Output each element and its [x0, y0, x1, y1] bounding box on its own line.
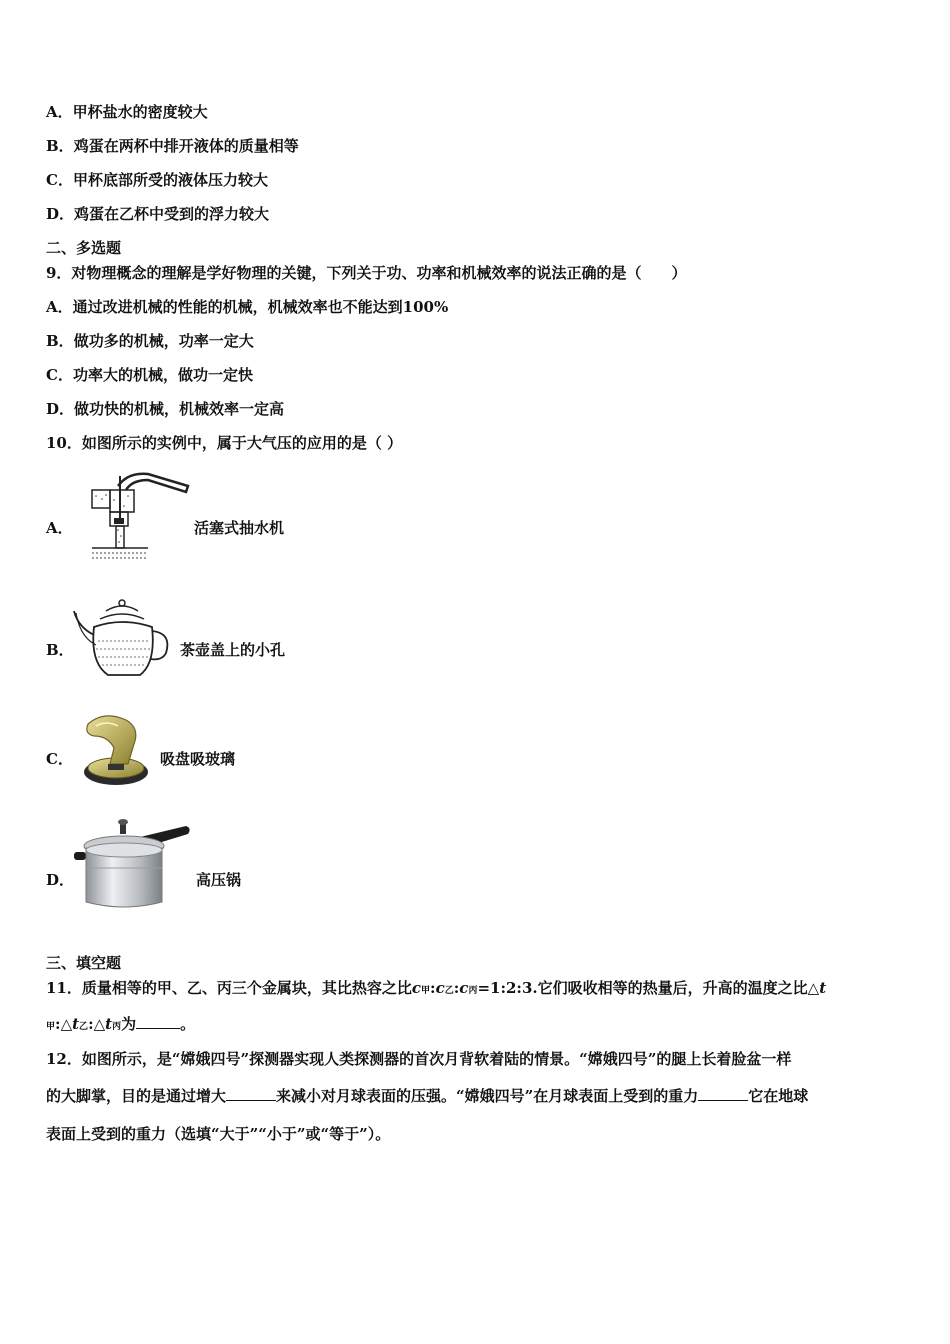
delta-symbol: △	[60, 1015, 73, 1033]
q12-text-c: 它在地球	[748, 1087, 809, 1105]
q8-option-b	[46, 136, 299, 156]
q11-line1	[46, 978, 826, 1001]
colon: :	[430, 979, 436, 997]
option-text: 鸡蛋在乙杯中受到的浮力较大	[74, 205, 270, 223]
q11-suffix: 它们吸收相等的热量后，升高的温度之比△	[537, 979, 820, 997]
q12-line3: 表面上受到的重力（选填“大于”“小于”或“等于”）。	[46, 1125, 391, 1143]
answer-blank-2[interactable]	[698, 1086, 748, 1101]
q8-option-d	[46, 204, 269, 224]
teapot-icon	[72, 597, 178, 681]
q12-text-a: 的大脚掌，目的是通过增大	[46, 1087, 227, 1105]
option-text: 甲杯底部所受的液体压力较大	[72, 171, 268, 189]
subscript-jia: 甲	[46, 1022, 56, 1032]
t-symbol: t	[819, 979, 827, 997]
colon: :	[88, 1015, 94, 1033]
q10-option-b-text: 茶壶盖上的小孔	[180, 641, 286, 659]
colon: :	[55, 1015, 61, 1033]
q10-option-d-text: 高压锅	[196, 871, 242, 889]
t-symbol: t	[72, 1015, 80, 1033]
q12-text-b: 来减小对月球表面的压强。“嫦娥四号”在月球表面上受到的重力	[276, 1087, 699, 1105]
ratio: =1:2:3.	[477, 979, 538, 997]
q12-line1: 12．如图所示，是“嫦娥四号”探测器实现人类探测器的首次月背软着陆的情景。“嫦娥四号”的腿上长着脸盆一样	[46, 1050, 792, 1068]
q9-option-b	[46, 331, 254, 351]
q10-option-a-text: 活塞式抽水机	[194, 519, 285, 537]
q9-option-c	[46, 365, 253, 385]
q10-option-b-label: B．	[46, 641, 74, 659]
subscript-jia: 甲	[421, 986, 431, 996]
option-text: 甲杯盐水的密度较大	[72, 103, 208, 121]
option-text: 鸡蛋在两杯中排开液体的质量相等	[73, 137, 299, 155]
subscript-bing: 丙	[112, 1022, 122, 1032]
q11-end: 。	[180, 1015, 196, 1033]
q11-prefix: 11．质量相等的甲、乙、丙三个金属块，其比热容之比	[46, 979, 412, 997]
option-label: C．	[46, 366, 73, 384]
pressure-cooker-icon	[72, 818, 192, 916]
subscript-bing: 丙	[468, 986, 478, 996]
colon: :	[453, 979, 460, 997]
option-text: 做功多的机械，功率一定大	[73, 332, 254, 350]
q8-option-a	[46, 102, 208, 122]
option-label: A．	[46, 103, 73, 121]
option-label: D．	[46, 400, 75, 418]
option-label: B．	[46, 137, 74, 155]
q12-line2	[46, 1086, 808, 1106]
delta-symbol: △	[93, 1015, 106, 1033]
q11-wei: 为	[121, 1015, 137, 1033]
subscript-yi: 乙	[444, 986, 454, 996]
section-title-fill-blank: 三、填空题	[46, 954, 122, 972]
subscript-yi: 乙	[79, 1022, 89, 1032]
option-label: B．	[46, 332, 74, 350]
q9-option-a	[46, 297, 448, 317]
answer-blank-1[interactable]	[226, 1086, 276, 1101]
answer-blank[interactable]	[136, 1014, 180, 1029]
q10-option-d-label: D．	[46, 871, 75, 889]
q9-stem: 9．对物理概念的理解是学好物理的关键，下列关于功、功率和机械效率的说法正确的是（ ）	[46, 264, 687, 282]
section-title-multiple-choice: 二、多选题	[46, 239, 122, 257]
suction-cup-icon	[80, 710, 152, 790]
option-label: D．	[46, 205, 75, 223]
c-symbol: c	[459, 979, 469, 997]
piston-pump-icon	[88, 466, 192, 564]
q10-option-c-label: C．	[46, 750, 73, 768]
option-text: 做功快的机械，机械效率一定高	[74, 400, 285, 418]
q8-option-c	[46, 170, 268, 190]
q10-option-c-text: 吸盘吸玻璃	[160, 750, 236, 768]
q10-stem: 10．如图所示的实例中，属于大气压的应用的是（ ）	[46, 434, 403, 452]
c-symbol: c	[435, 979, 445, 997]
q9-option-d	[46, 399, 284, 419]
option-label: C．	[46, 171, 73, 189]
q11-line2	[46, 1014, 195, 1037]
t-symbol: t	[105, 1015, 113, 1033]
option-label: A．	[46, 298, 73, 316]
q10-option-a-label: A．	[46, 519, 73, 537]
option-text: 功率大的机械，做功一定快	[72, 366, 253, 384]
c-symbol: c	[411, 979, 422, 997]
option-text: 通过改进机械的性能的机械，机械效率也不能达到100%	[72, 298, 449, 316]
